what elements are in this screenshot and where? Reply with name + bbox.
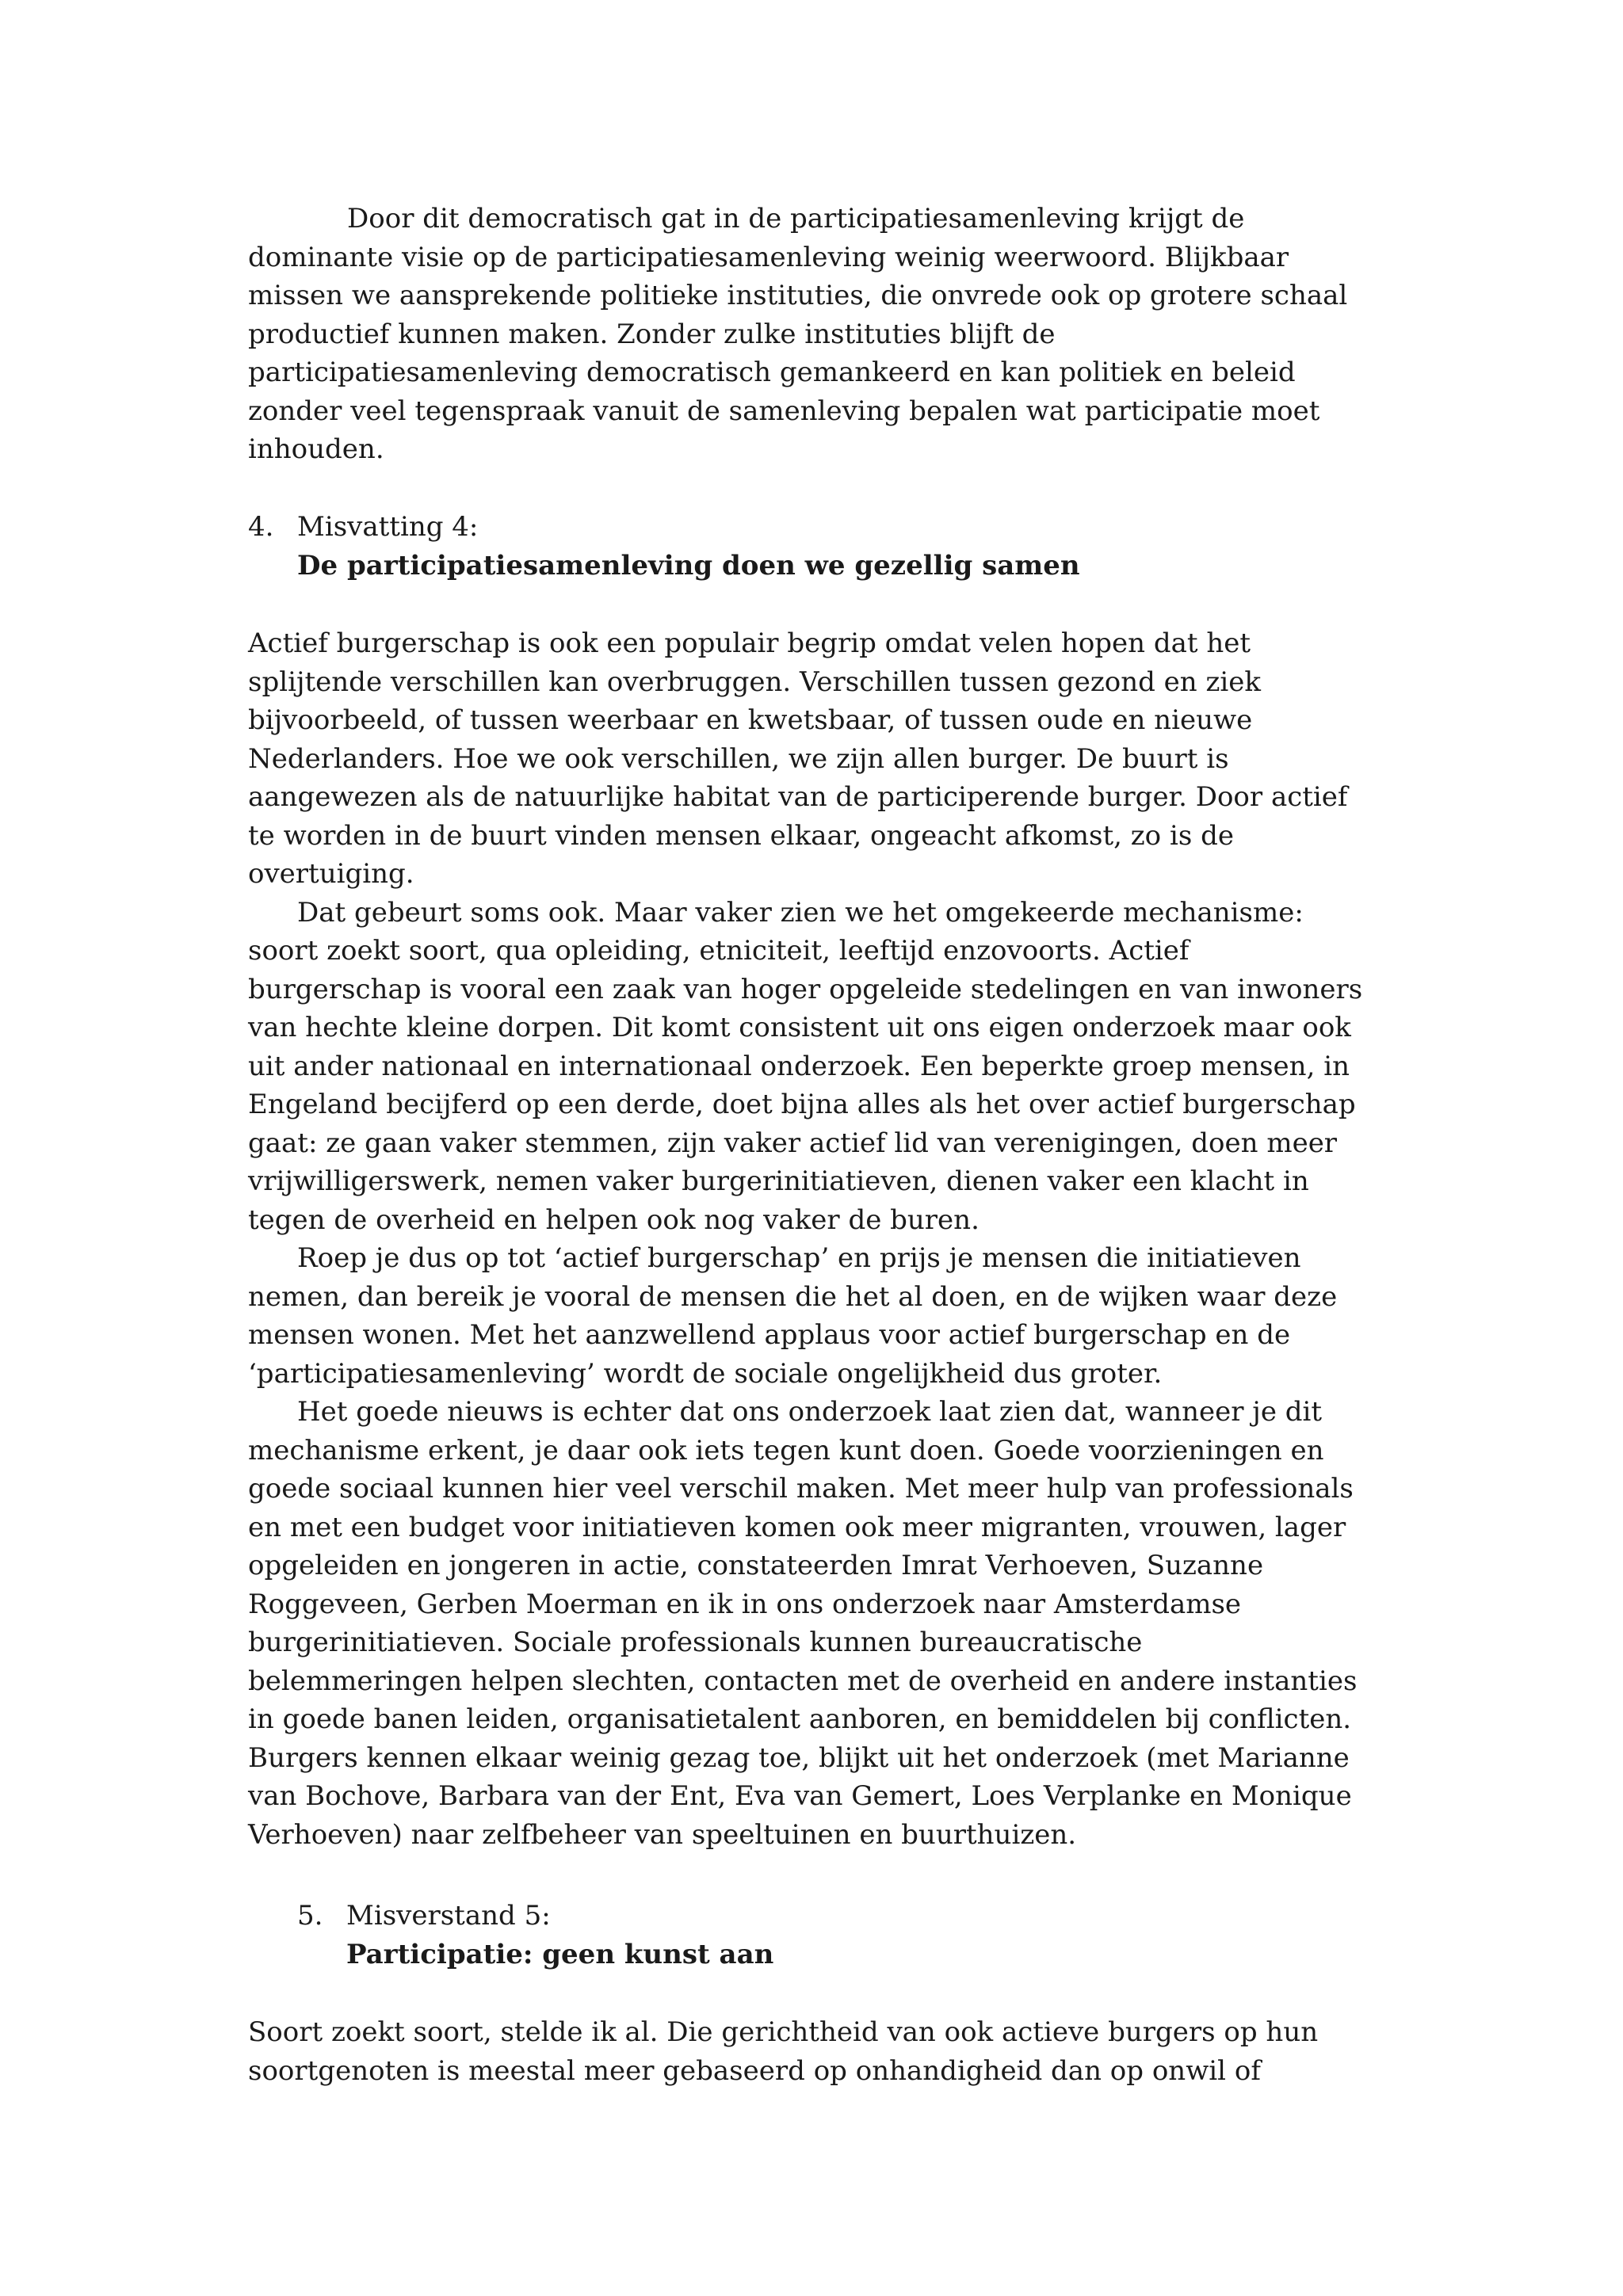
text-line: bijvoorbeeld, of tussen weerbaar en kwetsbaar, of tussen oude en nieuwe [248,704,1253,736]
intro-paragraph [248,200,1389,469]
text-line: burgerschap is vooral een zaak van hoger opgeleide stedelingen en van inwoners [248,973,1363,1005]
section-4-title: De participatiesamenleving doen we gezellig samen [297,549,1080,582]
section-4-label-line [248,508,1389,547]
text-line: inhouden. [248,433,384,465]
text-line: dominante visie op de participatiesamenleving weinig weerwoord. Blijkbaar [248,241,1289,273]
text-line: missen we aansprekende politieke instituties, die onvrede ook op grotere schaal [248,280,1348,311]
text-line: participatiesamenleving democratisch gemankeerd en kan politiek en beleid [248,357,1296,388]
text-line: te worden in de buurt vinden mensen elkaar, ongeacht afkomst, zo is de [248,819,1234,852]
text-line: nemen, dan bereik je vooral de mensen die het al doen, en de wijken waar deze [248,1280,1338,1313]
text-line: Roggeveen, Gerben Moerman en ik in ons onderzoek naar Amsterdamse [248,1588,1242,1620]
text-line: zonder veel tegenspraak vanuit de samenleving bepalen wat participatie moet [248,395,1320,427]
text-line: opgeleiden en jongeren in actie, constateerden Imrat Verhoeven, Suzanne [248,1550,1264,1581]
text-line: tegen de overheid en helpen ook nog vaker de buren. [248,1203,980,1236]
text-line: in goede banen leiden, organisatietalent aanboren, en bemiddelen bij conflicten. [248,1703,1352,1735]
text-line: Door dit democratisch gat in de participatiesamenleving krijgt de [347,203,1245,235]
section-4-body [248,624,1389,1854]
text-line: Verhoeven) naar zelfbeheer van speeltuinen en buurthuizen. [248,1818,1077,1851]
section-5-number: 5. [297,1900,323,1932]
text-line: productief kunnen maken. Zonder zulke instituties blijft de [248,318,1056,350]
text-line: Actief burgerschap is ook een populair begrip omdat velen hopen dat het [248,627,1251,659]
text-line: van hechte kleine dorpen. Dit komt consistent uit ons eigen onderzoek maar ook [248,1012,1351,1043]
text-line: overtuiging. [248,858,414,890]
text-line: en met een budget voor initiatieven komen ook meer migranten, vrouwen, lager [248,1511,1346,1543]
text-line: Soort zoekt soort, stelde ik al. Die gerichtheid van ook actieve burgers op hun [248,2016,1319,2048]
section-4-number: 4. [248,511,274,543]
text-line: Engeland becijferd op een derde, doet bijna alles als het over actief burgerschap [248,1089,1356,1120]
text-line: gaat: ze gaan vaker stemmen, zijn vaker actief lid van verenigingen, doen meer [248,1127,1338,1159]
section-5-label-line [248,1897,1389,1936]
section-4-heading [248,508,1389,585]
section-5-label: Misverstand 5: [346,1900,551,1932]
text-line: splijtende verschillen kan overbruggen. Verschillen tussen gezond en ziek [248,666,1262,698]
text-line: burgerinitiatieven. Sociale professionals kunnen bureaucratische [248,1627,1143,1658]
section-4-label: Misvatting 4: [297,511,479,543]
text-line: Burgers kennen elkaar weinig gezag toe, blijkt uit het onderzoek (met Marianne [248,1741,1350,1774]
text-line: Het goede nieuws is echter dat ons onderzoek laat zien dat, wanneer je dit [297,1396,1323,1428]
text-line: mensen wonen. Met het aanzwellend applaus voor actief burgerschap en de [248,1319,1291,1351]
section-5-heading [248,1897,1389,1974]
text-line: Nederlanders. Hoe we ook verschillen, we zijn allen burger. De buurt is [248,742,1229,775]
text-line: belemmeringen helpen slechten, contacten met de overheid en andere instanties [248,1665,1358,1697]
text-line: ‘participatiesamenleving’ wordt de sociale ongelijkheid dus groter. [248,1357,1163,1390]
text-line: uit ander nationaal en internationaal onderzoek. Een beperkte groep mensen, in [248,1050,1350,1082]
section-5-title: Participatie: geen kunst aan [346,1938,774,1970]
text-line: vrijwilligerswerk, nemen vaker burgerinitiatieven, dienen vaker een klacht in [248,1165,1309,1197]
section-5-body [248,2013,1389,2090]
text-line: Dat gebeurt soms ook. Maar vaker zien we het omgekeerde mechanisme: [297,896,1304,929]
text-line: Roep je dus op tot ‘actief burgerschap’ en prijs je mensen die initiatieven [297,1242,1301,1274]
text-line: van Bochove, Barbara van der Ent, Eva van Gemert, Loes Verplanke en Monique [248,1780,1352,1812]
text-line: soortgenoten is meestal meer gebaseerd op onhandigheid dan op onwil of [248,2054,1261,2087]
text-line: goede sociaal kunnen hier veel verschil maken. Met meer hulp van professionals [248,1473,1354,1505]
text-line: mechanisme erkent, je daar ook iets tegen kunt doen. Goede voorzieningen en [248,1434,1324,1466]
text-line: soort zoekt soort, qua opleiding, etniciteit, leeftijd enzovoorts. Actief [248,935,1190,967]
text-line: aangewezen als de natuurlijke habitat van de participerende burger. Door actief [248,781,1348,813]
